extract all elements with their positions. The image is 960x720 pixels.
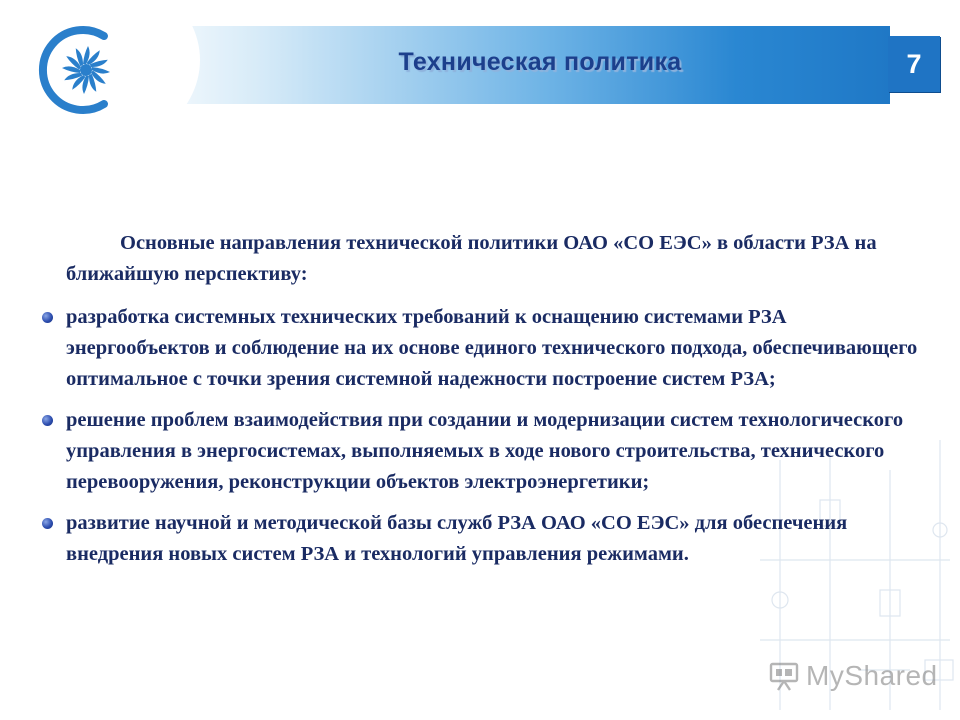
page-number: 7 bbox=[906, 48, 922, 79]
bullet-dot-icon bbox=[42, 415, 53, 426]
bullet-text: разработка системных технических требований к оснащению системами РЗА энергообъектов и соблюдение на их основе единого технического подхода, обеспечивающего оптимальное с точки зрения системной надежности построение систем РЗА; bbox=[66, 306, 918, 390]
intro-paragraph: Основные направления технической политики ОАО «СО ЕЭС» в области РЗА на ближайшую перспективу: bbox=[66, 232, 877, 285]
bullet-item bbox=[66, 302, 934, 395]
bullet-list bbox=[66, 302, 934, 570]
bullet-dot-icon bbox=[42, 518, 53, 529]
bullet-text: решение проблем взаимодействия при создании и модернизации систем технологического управления в энергосистемах, выполняемых в ходе нового строительства, технического перевооружения, реконструкции объектов электроэнергетики; bbox=[66, 409, 904, 493]
watermark bbox=[768, 656, 938, 696]
bullet-item bbox=[66, 508, 934, 570]
company-logo-icon bbox=[34, 22, 130, 118]
page-number-badge bbox=[888, 36, 940, 92]
slide-body bbox=[66, 228, 934, 580]
bullet-text: развитие научной и методической базы служб РЗА ОАО «СО ЕЭС» для обеспечения внедрения новых систем РЗА и технологий управления режимами. bbox=[66, 512, 848, 565]
watermark-text: MyShared bbox=[806, 660, 938, 691]
presentation-board-icon bbox=[768, 660, 800, 692]
bullet-item bbox=[66, 405, 934, 498]
bullet-dot-icon bbox=[42, 312, 53, 323]
slide-title: Техническая политика bbox=[398, 48, 682, 76]
